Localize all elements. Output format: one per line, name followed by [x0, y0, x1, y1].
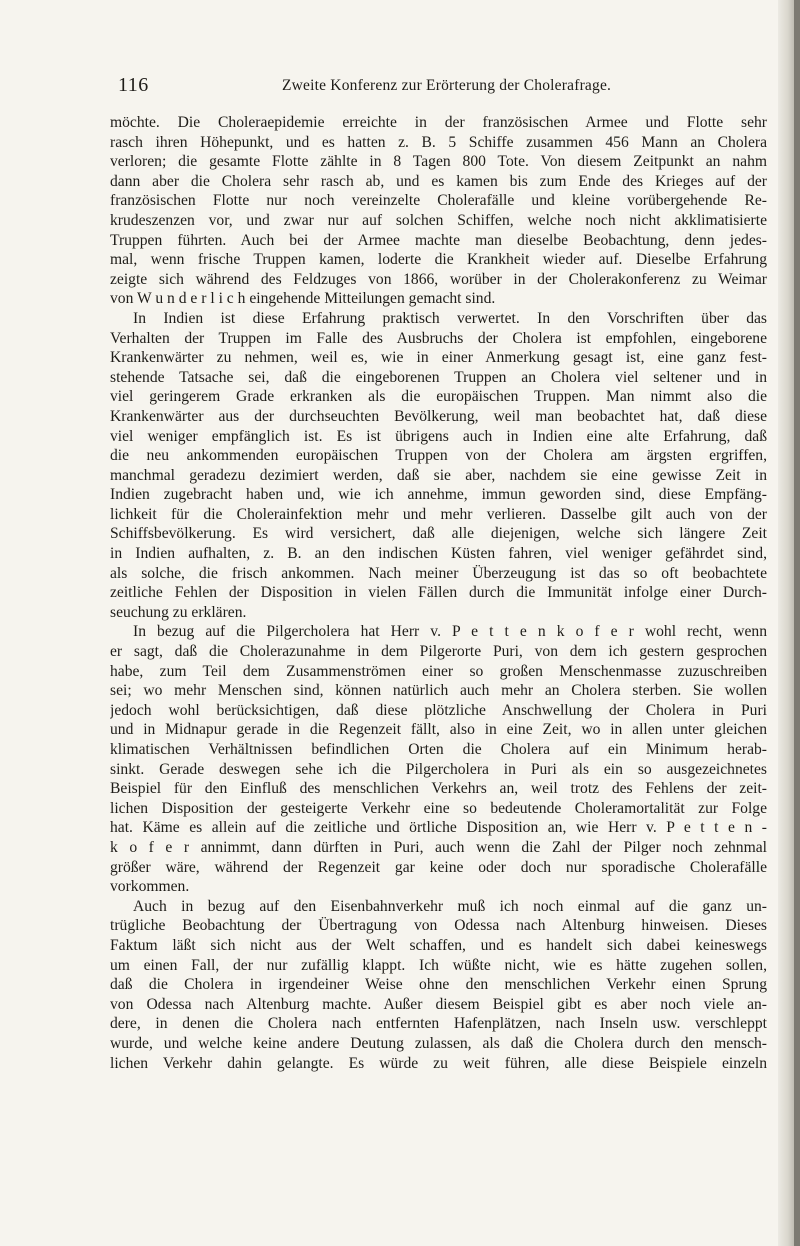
text-line: von W u n d e r l i c h eingehende Mitteilungen gemacht sind. [110, 290, 496, 308]
text-line: von Odessa nach Altenburg machte. Außer diesem Beispiel gibt es aber noch viele an- [110, 995, 767, 1013]
text-line: In bezug auf die Pilgercholera hat Herr v. P e t t e n k o f e r wohl recht, wenn [133, 623, 767, 641]
text-line: vorkommen. [110, 878, 190, 896]
text-line: als solche, die frisch ankommen. Nach meiner Überzeugung ist das so oft beobachtete [110, 564, 767, 582]
text-line: möchte. Die Choleraepidemie erreichte in der französischen Armee und Flotte sehr [110, 114, 767, 131]
text-line: jedoch wohl berücksichtigen, daß diese plötzliche Anschwellung der Cholera in Puri [110, 701, 767, 719]
text-line: Auch in bezug auf den Eisenbahnverkehr muß ich noch einmal auf die ganz un- [133, 897, 767, 915]
page-edge-binding [794, 0, 800, 1246]
text-line: manchmal geradezu dezimiert werden, daß sie aber, nachdem sie eine gewisse Zeit in [110, 466, 767, 484]
text-line: wurde, und welche keine andere Deutung zulassen, als daß die Cholera durch den mensch- [110, 1034, 767, 1052]
text-line: Krankenwärter zu nehmen, weil es, wie in einer Anmerkung gesagt ist, eine ganz fest- [110, 349, 767, 367]
running-head: Zweite Konferenz zur Erörterung der Cholerafrage. [282, 77, 612, 94]
page-number: 116 [118, 74, 149, 96]
text-line: um einen Fall, der nur zufällig klappt. Ich wüßte nicht, wie es hätte zugehen sollen, [110, 956, 767, 974]
text-line: zeitliche Fehlen der Disposition in vielen Fällen durch die Immunität infolge einer Durch- [110, 584, 767, 602]
text-line: habe, zum Teil dem Zusammenströmen einer so großen Menschenmasse zuzuschreiben [110, 662, 767, 680]
text-line: krudeszenzen vor, und zwar nur auf solchen Schiffen, welche noch nicht akklimatisierte [110, 211, 767, 229]
text-line: mal, wenn frische Truppen kamen, loderte die Krankheit wieder auf. Dieselbe Erfahrung [110, 251, 767, 269]
body-text [110, 113, 767, 1073]
text-line: Indien zugebracht haben und, wie ich annehme, immun geworden sind, diese Empfäng- [110, 486, 767, 504]
text-line: dere, in denen die Cholera nach entfernten Hafenplätzen, nach Inseln usw. verschleppt [110, 1015, 767, 1033]
text-line: viel weniger empfänglich ist. Es ist übrigens auch in Indien eine alte Erfahrung, daß [110, 427, 767, 445]
text-line: k o f e r annimmt, dann dürften in Puri, auch wenn die Zahl der Pilger noch zehnmal [110, 838, 767, 856]
text-line: trügliche Beobachtung der Übertragung von Odessa nach Altenburg hinweisen. Dieses [110, 917, 767, 935]
text-line: Verhalten der Truppen im Falle des Ausbruchs der Cholera ist empfohlen, eingeborene [110, 329, 767, 347]
page-header [118, 74, 778, 98]
text-line: Schiffsbevölkerung. Es wird versichert, daß alle diejenigen, welche sich längere Zeit [110, 525, 767, 543]
text-line: verloren; die gesamte Flotte zählte in 8 Tagen 800 Tote. Von diesem Zeitpunkt an nahm [110, 153, 767, 171]
text-line: zeigte sich während des Feldzuges von 1866, worüber in der Cholerakonferenz zu Weimar [110, 270, 767, 288]
text-line: seuchung zu erklären. [110, 603, 247, 621]
text-line: größer wäre, während der Regenzeit gar keine oder doch nur sporadische Cholerafälle [110, 858, 767, 876]
text-line: daß die Cholera in irgendeiner Weise ohne den menschlichen Verkehr einen Sprung [110, 976, 767, 994]
text-line: sinkt. Gerade deswegen sehe ich die Pilgercholera in Puri als ein so ausgezeichnetes [110, 760, 767, 778]
text-line: viel geringerem Grade erkranken als die europäischen Truppen. Man nimmt also die [110, 388, 767, 406]
text-line: rasch ihren Höhepunkt, und es hatten z. B. 5 Schiffe zusammen 456 Mann an Cholera [110, 133, 767, 151]
text-line: Truppen führten. Auch bei der Armee machte man dieselbe Beobachtung, denn jedes- [110, 231, 767, 249]
text-line: lichen Verkehr dahin gelangte. Es würde zu weit führen, alle diese Beispiele einzeln [110, 1054, 767, 1072]
text-line: stehende Tatsache sei, daß die eingeborenen Truppen an Cholera viel seltener und in [110, 368, 767, 386]
text-line: sei; wo mehr Menschen sind, können natürlich auch mehr an Cholera sterben. Sie wollen [110, 682, 767, 700]
text-line: Beispiel für den Einfluß des menschlichen Verkehrs an, weil trotz des Fehlens der zeit- [110, 780, 767, 798]
text-line: Krankenwärter aus der durchseuchten Bevölkerung, weil man beobachtet hat, daß diese [110, 407, 767, 425]
text-line: hat. Käme es allein auf die zeitliche und örtliche Disposition an, wie Herr v. P e t t e n - [110, 819, 767, 837]
text-line: die neu ankommenden europäischen Truppen von der Cholera am ärgsten ergriffen, [110, 447, 767, 465]
text-line: französischen Flotte nur noch vereinzelte Cholerafälle und kleine vorübergehende Re- [110, 192, 767, 210]
text-line: in Indien aufhalten, z. B. an den indischen Küsten fahren, viel weniger gefährdet sind, [110, 545, 767, 563]
text-line: lichkeit für die Cholerainfektion mehr und mehr verlieren. Dasselbe gilt auch von der [110, 505, 767, 523]
text-line: er sagt, daß die Cholerazunahme in dem Pilgerorte Puri, von dem ich gestern gesprochen [110, 643, 767, 661]
text-line: In Indien ist diese Erfahrung praktisch verwertet. In den Vorschriften über das [133, 309, 767, 327]
text-line: und in Midnapur gerade in die Regenzeit fällt, also in eine Zeit, wo in allen unter gleichen [110, 721, 767, 739]
text-line: Faktum läßt sich nicht aus der Welt schaffen, und es handelt sich dabei keineswegs [110, 936, 767, 954]
text-line: lichen Disposition der gesteigerte Verkehr eine so bedeutende Choleramortalität zur Folge [110, 799, 767, 817]
text-line: dann aber die Cholera sehr rasch ab, und es kamen bis zum Ende des Krieges auf der [110, 172, 767, 190]
text-line: klimatischen Verhältnissen befindlichen Orten die Cholera auf ein Minimum herab- [110, 741, 767, 758]
